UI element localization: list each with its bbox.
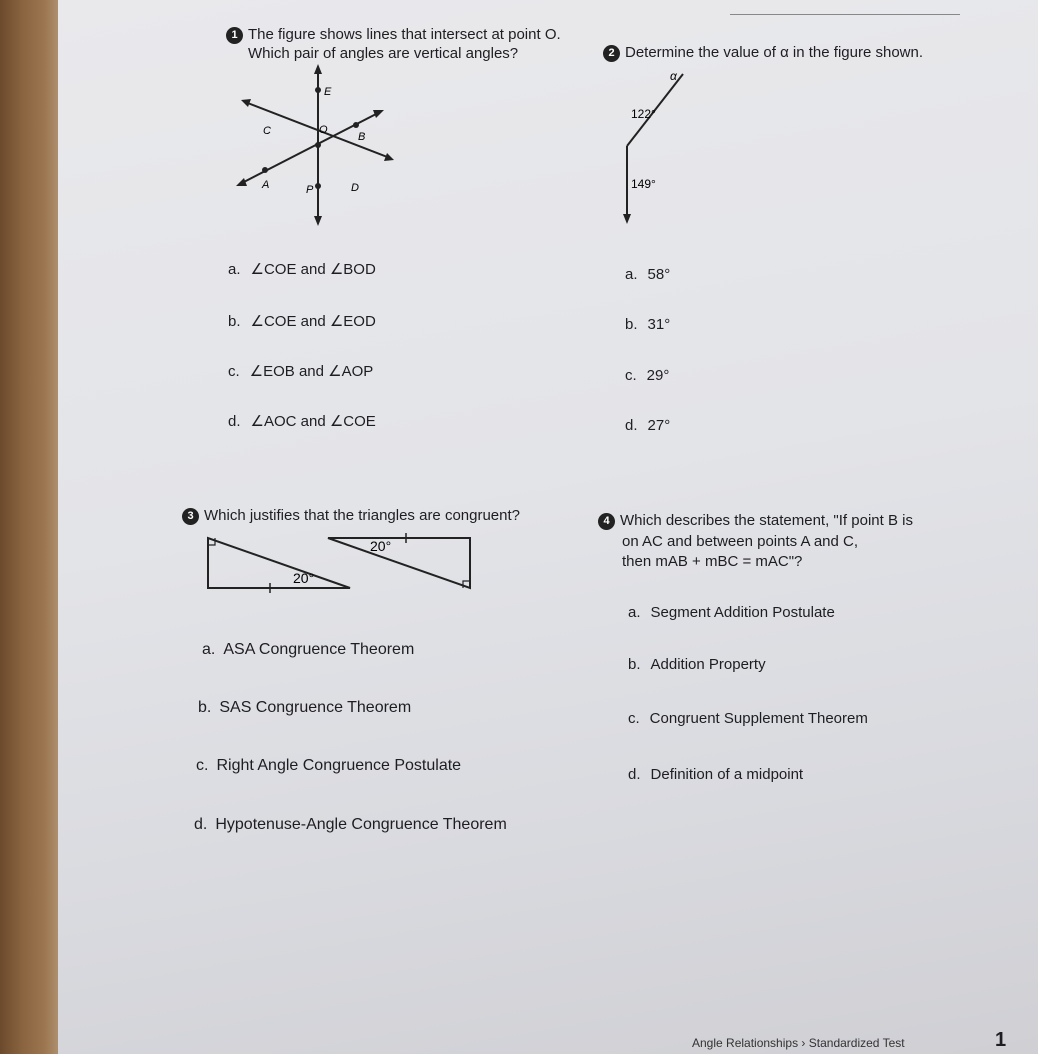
q1-choice-a[interactable] [228, 260, 376, 278]
q4-choice-d[interactable] [628, 766, 803, 783]
q1-choice-text: ∠COE and ∠EOD [250, 313, 376, 330]
q2-choice-letter: a. [625, 266, 638, 283]
q1-label-o: O [319, 124, 328, 136]
q1-arrow-left-up-icon [241, 99, 251, 107]
q1-choice-text: ∠COE and ∠BOD [250, 261, 376, 278]
q3-choice-text: ASA Congruence Theorem [223, 641, 415, 658]
q1-label-a: A [262, 179, 270, 191]
q4-choice-b[interactable] [628, 656, 766, 673]
q1-arrow-left-down-icon [236, 178, 247, 186]
q1-point-e [315, 87, 321, 93]
q1-choice-text: ∠EOB and ∠AOP [249, 363, 374, 380]
q3-label-20-right: 20° [370, 538, 392, 554]
footer-breadcrumb [692, 1036, 905, 1050]
q4-choice-text: Definition of a midpoint [650, 766, 804, 783]
page-number: 1 [995, 1029, 1007, 1051]
footer-separator-icon: › [801, 1036, 806, 1050]
q3-choice-d[interactable] [194, 816, 507, 834]
q1-arrow-up-icon [314, 64, 322, 74]
q2-choice-letter: b. [625, 316, 638, 333]
q1-prompt-line2: Which pair of angles are vertical angles? [248, 45, 519, 62]
q3-choice-b[interactable] [198, 699, 411, 717]
footer-section: Standardized Test [808, 1036, 905, 1050]
q3-choice-text: Hypotenuse-Angle Congruence Theorem [215, 816, 507, 833]
q1-choice-d[interactable] [228, 412, 376, 430]
q2-label-149: 149° [631, 177, 656, 191]
q4-number-badge: 4 [598, 513, 615, 530]
q4-choice-letter: d. [628, 766, 641, 783]
q4-choice-text: Segment Addition Postulate [650, 604, 835, 621]
q4-choice-text: Addition Property [650, 656, 766, 673]
q2-choice-a[interactable] [625, 266, 670, 283]
q1-point-o [315, 142, 321, 148]
q1-choice-letter: c. [228, 363, 240, 380]
q2-label-122: 122° [631, 107, 656, 121]
q4-prompt-line2: on AC and between points A and C, [622, 533, 859, 550]
q2-prompt: Determine the value of α in the figure shown. [625, 44, 924, 61]
footer-chapter: Angle Relationships [692, 1036, 799, 1050]
q4-header [598, 512, 913, 530]
q1-point-p [315, 183, 321, 189]
q1-arrow-down-icon [314, 216, 322, 226]
q1-label-d: D [351, 182, 359, 194]
q4-choice-letter: c. [628, 710, 640, 727]
q1-choice-letter: d. [228, 413, 241, 430]
q1-line-ab [240, 112, 380, 184]
q3-choice-letter: b. [198, 699, 212, 716]
q2-choice-text: 58° [647, 266, 671, 283]
q2-choice-b[interactable] [625, 316, 670, 333]
q2-choice-letter: d. [625, 417, 638, 434]
q3-prompt: Which justifies that the triangles are congruent? [204, 507, 521, 524]
q2-choice-c[interactable] [625, 367, 669, 384]
q3-left-triangle [208, 538, 350, 588]
q3-choice-letter: c. [196, 757, 209, 774]
q4-choice-letter: b. [628, 656, 641, 673]
q2-arrow-down-icon [623, 214, 631, 224]
q2-choice-text: 29° [646, 367, 670, 384]
q1-choice-letter: a. [228, 261, 241, 278]
q2-choice-text: 27° [647, 417, 671, 434]
q2-choice-text: 31° [647, 316, 671, 333]
top-rule-line [730, 14, 960, 15]
q1-number-badge: 1 [226, 27, 243, 44]
q3-right-triangle [328, 538, 470, 588]
q1-intersecting-lines-figure [220, 60, 410, 235]
q4-choice-a[interactable] [628, 604, 835, 621]
q3-label-20-left: 20° [293, 570, 315, 586]
q2-choice-letter: c. [625, 367, 637, 384]
q1-label-b: B [358, 131, 366, 143]
q1-header [226, 26, 561, 44]
q3-number-badge: 3 [182, 508, 199, 525]
q1-choice-text: ∠AOC and ∠COE [250, 413, 376, 430]
q1-label-c: C [263, 125, 271, 137]
q4-choice-text: Congruent Supplement Theorem [649, 710, 868, 727]
q3-choice-letter: a. [202, 641, 216, 658]
q3-choice-c[interactable] [196, 757, 461, 775]
q1-label-e: E [324, 86, 332, 98]
q1-label-p: P [306, 184, 314, 196]
q1-point-b [353, 122, 359, 128]
q4-prompt-line3: then mAB + mBC = mAC"? [622, 553, 803, 570]
q3-triangles-figure [198, 530, 488, 600]
q2-label-alpha: α [670, 69, 677, 83]
q2-angle-figure [615, 60, 705, 230]
q3-choice-a[interactable] [202, 641, 414, 659]
q1-choice-letter: b. [228, 313, 241, 330]
q3-choice-letter: d. [194, 816, 208, 833]
q4-choice-c[interactable] [628, 710, 868, 727]
q1-arrow-right-up-icon [373, 110, 384, 118]
q4-prompt-line1: Which describes the statement, "If point B is [620, 512, 913, 529]
q2-number-badge: 2 [603, 45, 620, 62]
q3-choice-text: SAS Congruence Theorem [219, 699, 412, 716]
q3-choice-text: Right Angle Congruence Postulate [216, 757, 462, 774]
q3-header [182, 507, 520, 525]
q1-arrow-right-down-icon [384, 153, 394, 161]
wooden-table-edge [0, 0, 64, 1054]
q1-choice-c[interactable] [228, 362, 373, 380]
q2-choice-d[interactable] [625, 417, 670, 434]
q4-choice-letter: a. [628, 604, 641, 621]
q1-prompt-line1: The figure shows lines that intersect at point O. [248, 26, 561, 43]
q1-choice-b[interactable] [228, 312, 376, 330]
q1-point-a [262, 167, 268, 173]
